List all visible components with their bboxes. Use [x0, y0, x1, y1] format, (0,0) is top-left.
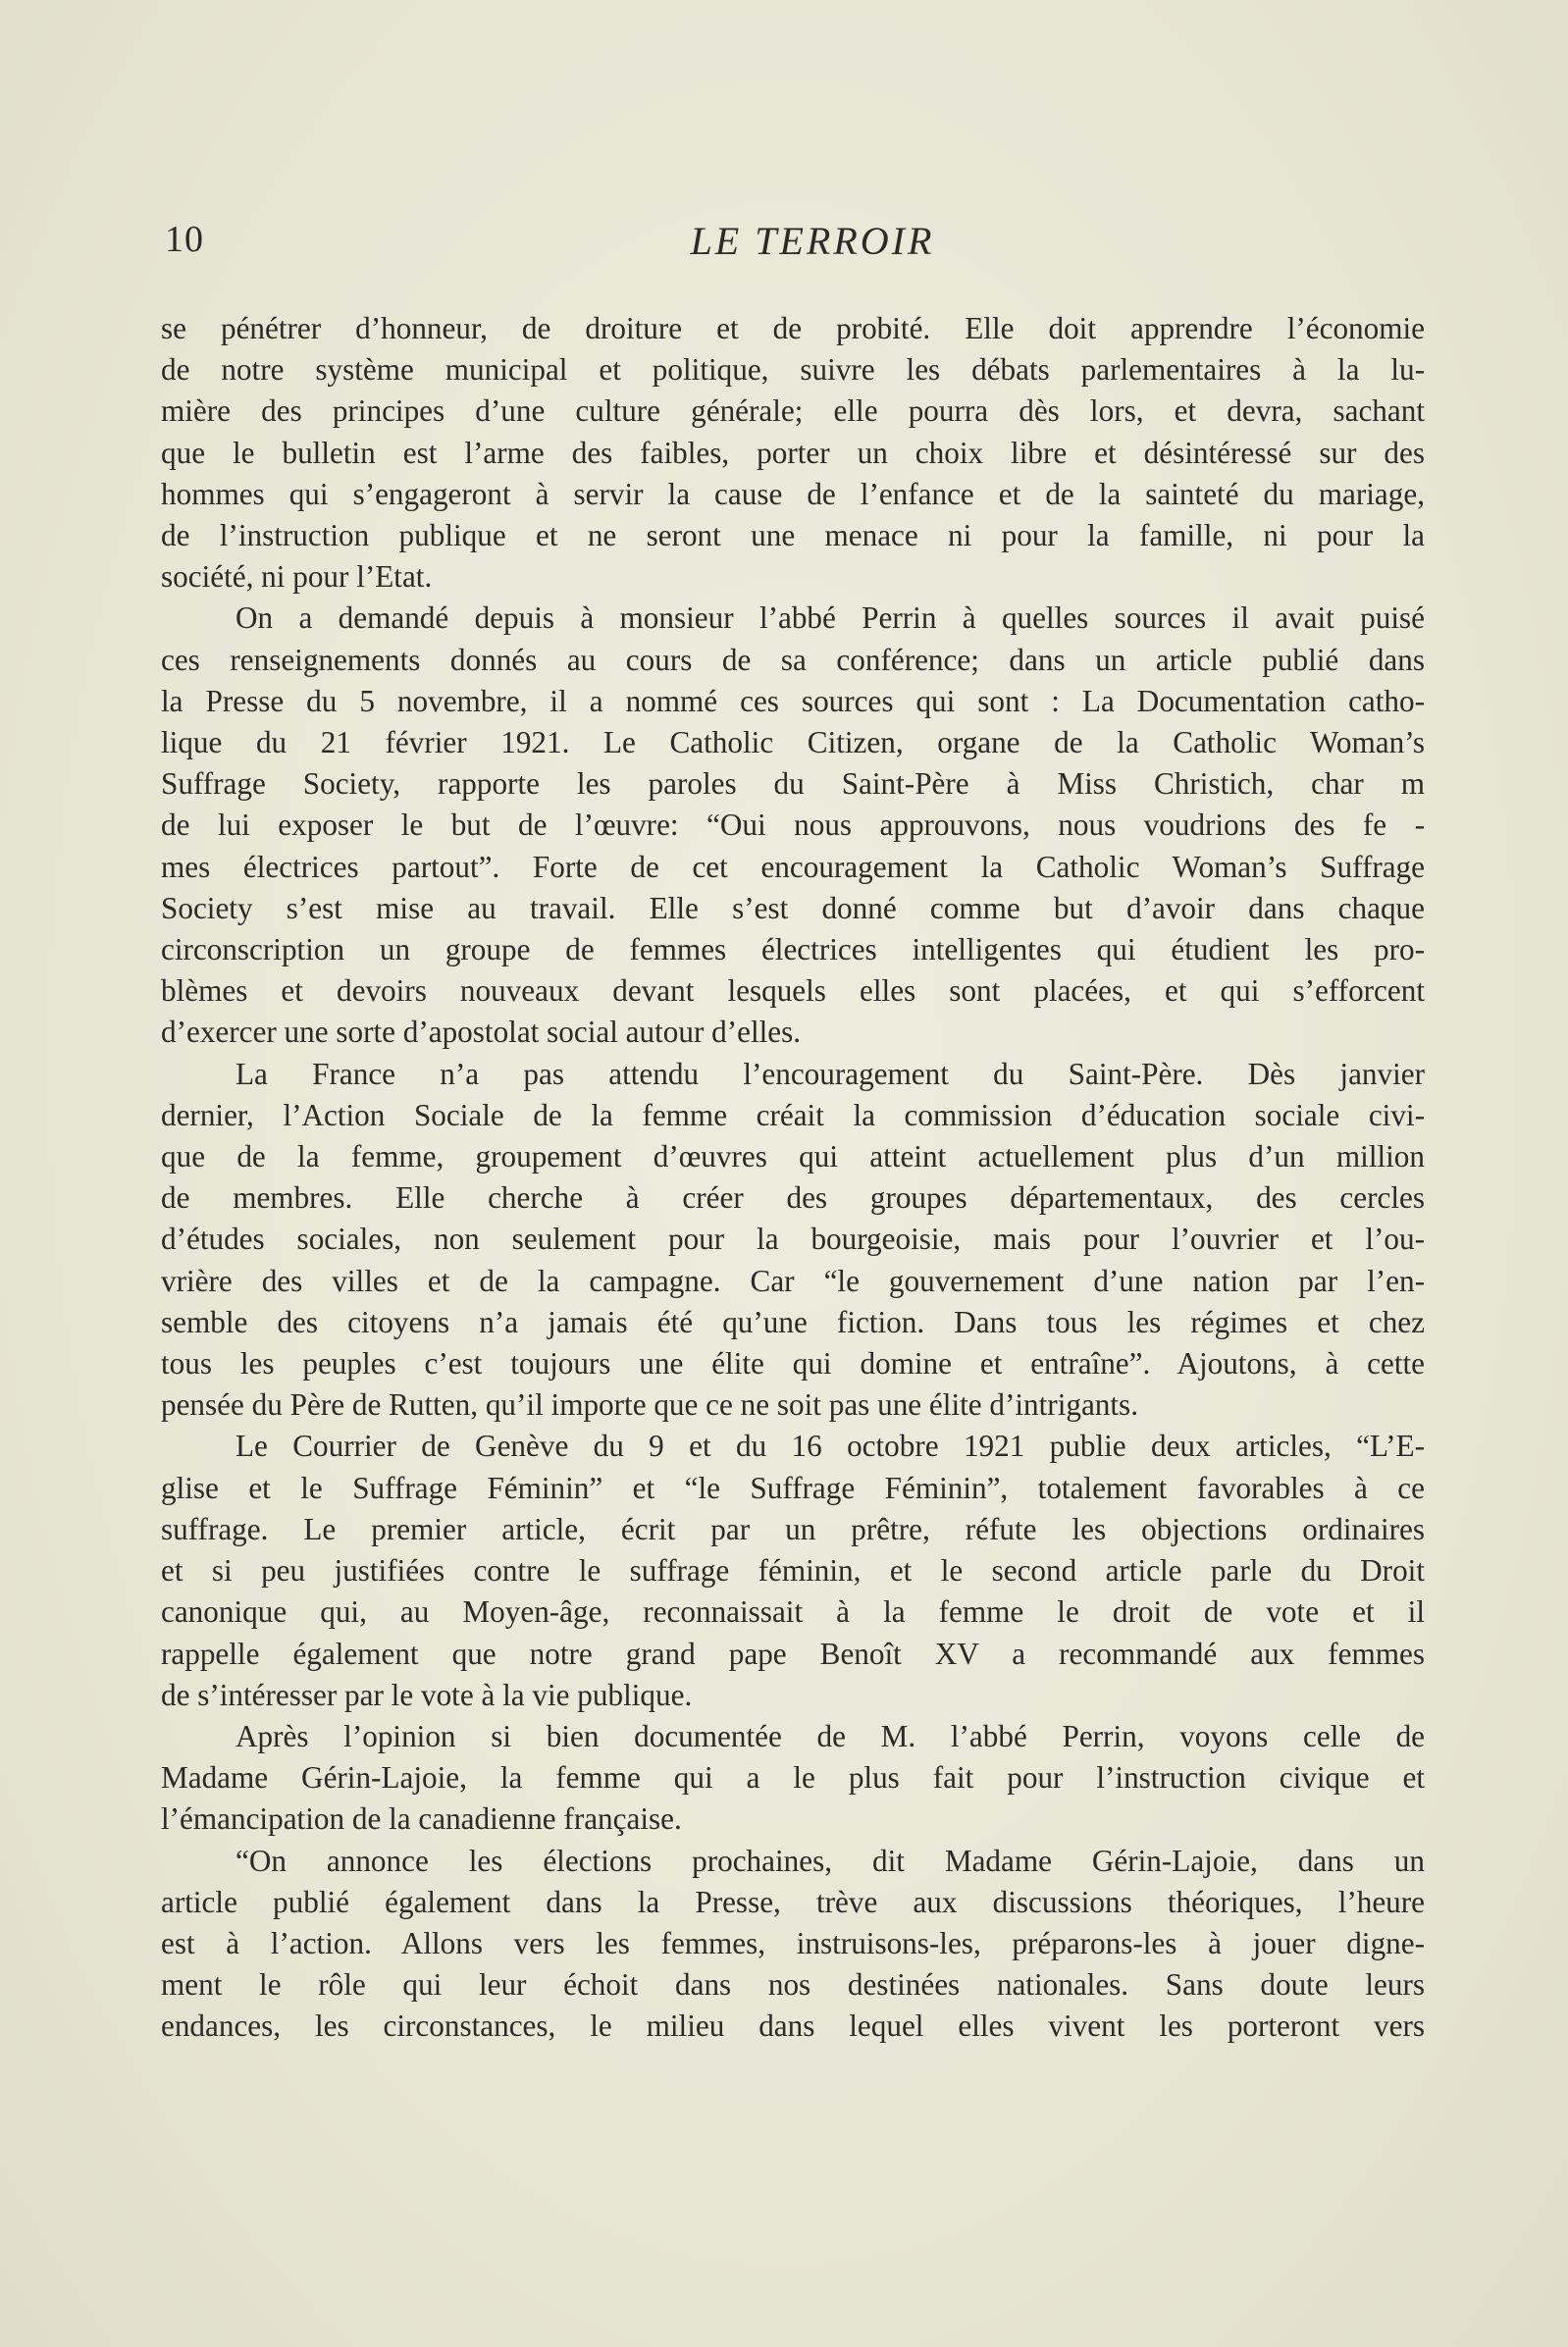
text-line: On a demandé depuis à monsieur l’abbé Perrin à quelles sources il avait puisé [235, 600, 1425, 636]
text-line: article publié également dans la Presse, trève aux discussions théoriques, l’heure [161, 1884, 1425, 1919]
text-line: que de la femme, groupement d’œuvres qui atteint actuellement plus d’un million [161, 1139, 1425, 1174]
text-line: “On annonce les élections prochaines, dit Madame Gérin-Lajoie, dans un [235, 1843, 1425, 1878]
text-line: de lui exposer le but de l’œuvre: “Oui nous approuvons, nous voudrions des fe - [161, 808, 1425, 843]
text-line: d’études sociales, non seulement pour la bourgeoisie, mais pour l’ouvrier et l’ou- [161, 1222, 1425, 1257]
text-line: lique du 21 février 1921. Le Catholic Citizen, organe de la Catholic Woman’s [161, 725, 1425, 760]
body-text [161, 308, 1425, 2048]
text-line: La France n’a pas attendu l’encouragement du Saint-Père. Dès janvier [235, 1056, 1425, 1091]
text-line: que le bulletin est l’arme des faibles, porter un choix libre et désintéressé sur des [161, 435, 1425, 470]
text-line: d’exercer une sorte d’apostolat social autour d’elles. [161, 1015, 802, 1050]
text-line: semble des citoyens n’a jamais été qu’une fiction. Dans tous les régimes et chez [161, 1304, 1425, 1339]
text-line: rappelle également que notre grand pape Benoît XV a recommandé aux femmes [161, 1636, 1425, 1671]
text-line: mière des principes d’une culture générale; elle pourra dès lors, et devra, sachant [161, 393, 1425, 429]
text-line: hommes qui s’engageront à servir la cause de l’enfance et de la sainteté du mariage, [161, 476, 1425, 511]
text-line: ment le rôle qui leur échoit dans nos destinées nationales. Sans doute leurs [161, 1967, 1425, 2003]
text-line: de s’intéresser par le vote à la vie publique. [161, 1677, 693, 1712]
text-line: Society s’est mise au travail. Elle s’est donné comme but d’avoir dans chaque [161, 890, 1425, 925]
text-line: Après l’opinion si bien documentée de M. l’abbé Perrin, voyons celle de [235, 1718, 1425, 1753]
paragraph [161, 1716, 1425, 1841]
text-line: Le Courrier de Genève du 9 et du 16 octobre 1921 publie deux articles, “L’E- [235, 1429, 1425, 1464]
text-line: tous les peuples c’est toujours une élite qui domine et entraîne”. Ajoutons, à cette [161, 1346, 1425, 1382]
text-line: l’émancipation de la canadienne française. [161, 1801, 682, 1837]
paragraph [161, 308, 1425, 598]
text-line: Madame Gérin-Lajoie, la femme qui a le plus fait pour l’instruction civique et [161, 1760, 1425, 1796]
text-line: la Presse du 5 novembre, il a nommé ces sources qui sont : La Documentation catho- [161, 683, 1425, 718]
paragraph [161, 598, 1425, 1053]
text-line: de notre système municipal et politique, suivre les débats parlementaires à la lu- [161, 352, 1425, 388]
text-line: Suffrage Society, rapporte les paroles du Saint-Père à Miss Christich, char m [161, 766, 1425, 802]
paragraph [161, 1426, 1425, 1715]
text-line: et si peu justifiées contre le suffrage féminin, et le second article parle du Droit [161, 1553, 1425, 1589]
text-line: pensée du Père de Rutten, qu’il importe que ce ne soit pas une élite d’intrigants. [161, 1387, 1138, 1423]
text-line: endances, les circonstances, le milieu dans lequel elles vivent les porteront vers [161, 2008, 1425, 2044]
page-number: 10 [165, 219, 204, 260]
text-line: vrière des villes et de la campagne. Car “le gouvernement d’une nation par l’en- [161, 1263, 1425, 1298]
text-line: suffrage. Le premier article, écrit par un prêtre, réfute les objections ordinaires [161, 1511, 1425, 1546]
text-line: mes électrices partout”. Forte de cet encouragement la Catholic Woman’s Suffrage [161, 849, 1425, 884]
text-line: circonscription un groupe de femmes électrices intelligentes qui étudient les pro- [161, 932, 1425, 967]
running-title: LE TERROIR [690, 219, 935, 263]
text-line: blèmes et devoirs nouveaux devant lesquels elles sont placées, et qui s’efforcent [161, 973, 1425, 1009]
text-line: de l’instruction publique et ne seront une menace ni pour la famille, ni pour la [161, 518, 1425, 553]
text-line: société, ni pour l’Etat. [161, 559, 433, 595]
text-line: ces renseignements donnés au cours de sa conférence; dans un article publié dans [161, 642, 1425, 677]
text-line: est à l’action. Allons vers les femmes, instruisons-les, préparons-les à jouer digne- [161, 1925, 1425, 1960]
paragraph [161, 1054, 1425, 1427]
text-line: de membres. Elle cherche à créer des groupes départementaux, des cercles [161, 1180, 1425, 1216]
text-line: se pénétrer d’honneur, de droiture et de probité. Elle doit apprendre l’économie [161, 311, 1425, 345]
text-line: canonique qui, au Moyen-âge, reconnaissait à la femme le droit de vote et il [161, 1594, 1425, 1630]
text-line: dernier, l’Action Sociale de la femme créait la commission d’éducation sociale civi- [161, 1097, 1425, 1132]
paragraph [161, 1841, 1425, 2048]
text-line: glise et le Suffrage Féminin” et “le Suffrage Féminin”, totalement favorables à ce [161, 1470, 1425, 1505]
page-header [165, 218, 1421, 277]
